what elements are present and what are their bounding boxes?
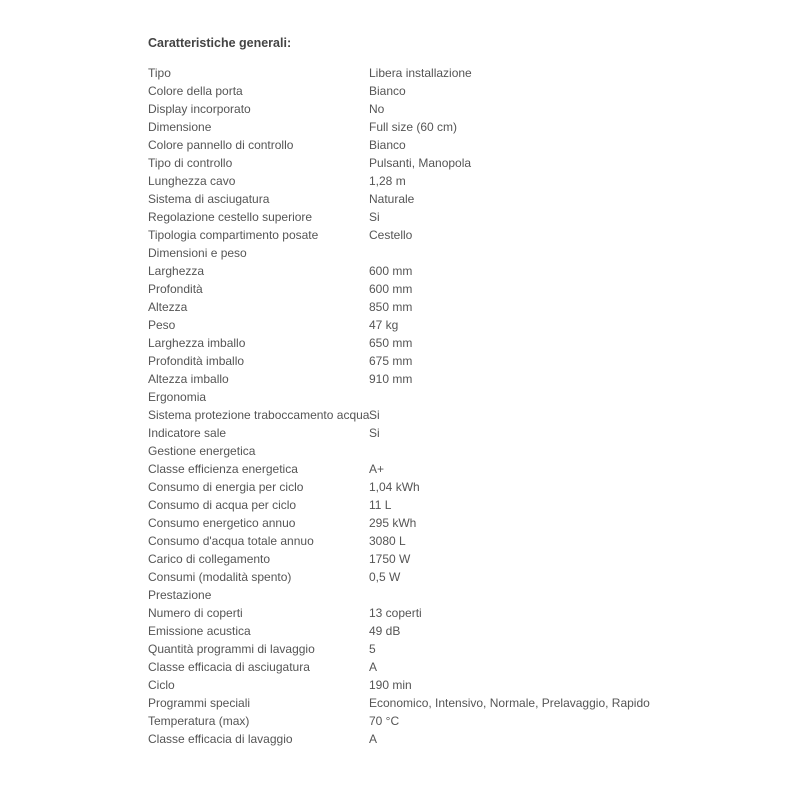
spec-value: 49 dB — [369, 624, 401, 638]
spec-label: Consumo d'acqua totale annuo — [148, 534, 314, 548]
spec-label: Consumo di acqua per ciclo — [148, 498, 297, 512]
spec-label: Numero di coperti — [148, 606, 243, 620]
spec-label: Altezza imballo — [148, 372, 229, 386]
spec-label: Ciclo — [148, 678, 175, 692]
spec-label: Classe efficacia di lavaggio — [148, 732, 293, 746]
spec-label: Sistema di asciugatura — [148, 192, 270, 206]
spec-value: 1750 W — [369, 552, 411, 566]
spec-label: Tipologia compartimento posate — [148, 228, 319, 242]
spec-label: Colore pannello di controllo — [148, 138, 294, 152]
spec-row — [148, 82, 768, 100]
spec-value: 910 mm — [369, 372, 413, 386]
spec-value: 0,5 W — [369, 570, 401, 584]
spec-label: Classe efficienza energetica — [148, 462, 298, 476]
spec-label: Sistema protezione traboccamento acqua — [148, 408, 370, 422]
spec-group-heading — [148, 244, 768, 262]
spec-row — [148, 550, 768, 568]
spec-value: 600 mm — [369, 282, 413, 296]
spec-label: Consumi (modalità spento) — [148, 570, 292, 584]
spec-value: 13 coperti — [369, 606, 422, 620]
spec-value: Full size (60 cm) — [369, 120, 458, 134]
spec-value: No — [369, 102, 385, 116]
spec-value: Si — [369, 426, 380, 440]
spec-label: Indicatore sale — [148, 426, 227, 440]
spec-value: 1,04 kWh — [369, 480, 420, 494]
spec-value: Pulsanti, Manopola — [369, 156, 472, 170]
spec-row — [148, 496, 768, 514]
spec-row — [148, 118, 768, 136]
spec-row — [148, 460, 768, 478]
spec-row — [148, 424, 768, 442]
spec-label: Emissione acustica — [148, 624, 251, 638]
spec-row — [148, 406, 768, 424]
spec-row — [148, 226, 768, 244]
spec-row — [148, 100, 768, 118]
spec-label: Peso — [148, 318, 176, 332]
spec-label: Profondità imballo — [148, 354, 245, 368]
spec-label: Ergonomia — [148, 390, 207, 404]
spec-value: 1,28 m — [369, 174, 406, 188]
spec-value: Cestello — [369, 228, 413, 242]
spec-group-heading — [148, 442, 768, 460]
spec-label: Tipo di controllo — [148, 156, 233, 170]
spec-row — [148, 622, 768, 640]
spec-value: Naturale — [369, 192, 415, 206]
spec-label: Programmi speciali — [148, 696, 251, 710]
spec-row — [148, 640, 768, 658]
spec-row — [148, 136, 768, 154]
spec-value: Economico, Intensivo, Normale, Prelavaggio, Rapido — [369, 696, 650, 710]
spec-row — [148, 532, 768, 550]
spec-row — [148, 154, 768, 172]
spec-value: 70 °C — [369, 714, 400, 728]
spec-label: Larghezza imballo — [148, 336, 246, 350]
spec-label: Dimensione — [148, 120, 212, 134]
spec-label: Dimensioni e peso — [148, 246, 247, 260]
spec-row — [148, 658, 768, 676]
spec-label: Quantità programmi di lavaggio — [148, 642, 315, 656]
spec-value: Bianco — [369, 138, 406, 152]
spec-row — [148, 298, 768, 316]
spec-value: Libera installazione — [369, 66, 472, 80]
spec-row — [148, 190, 768, 208]
spec-row — [148, 316, 768, 334]
spec-label: Consumo energetico annuo — [148, 516, 296, 530]
spec-label: Temperatura (max) — [148, 714, 250, 728]
spec-label: Profondità — [148, 282, 203, 296]
spec-value: 295 kWh — [369, 516, 417, 530]
spec-value: 3080 L — [369, 534, 406, 548]
spec-row — [148, 568, 768, 586]
spec-row — [148, 604, 768, 622]
spec-label: Larghezza — [148, 264, 205, 278]
spec-row — [148, 694, 768, 712]
spec-label: Altezza — [148, 300, 188, 314]
spec-row — [148, 262, 768, 280]
spec-value: A+ — [369, 462, 385, 476]
spec-row — [148, 208, 768, 226]
spec-value: A — [369, 732, 378, 746]
spec-value: Si — [369, 210, 380, 224]
spec-row — [148, 352, 768, 370]
spec-value: 650 mm — [369, 336, 413, 350]
spec-value: Si — [369, 408, 380, 422]
spec-value: 190 min — [369, 678, 412, 692]
spec-row — [148, 712, 768, 730]
spec-label: Display incorporato — [148, 102, 251, 116]
spec-row — [148, 730, 768, 748]
spec-value: A — [369, 660, 378, 674]
spec-row — [148, 676, 768, 694]
spec-row — [148, 334, 768, 352]
spec-label: Regolazione cestello superiore — [148, 210, 313, 224]
spec-group-heading — [148, 586, 768, 604]
spec-value: 47 kg — [369, 318, 399, 332]
spec-value: 675 mm — [369, 354, 413, 368]
spec-label: Carico di collegamento — [148, 552, 271, 566]
spec-label: Tipo — [148, 66, 171, 80]
spec-group-heading — [148, 388, 768, 406]
spec-row — [148, 280, 768, 298]
spec-row — [148, 514, 768, 532]
spec-label: Consumo di energia per ciclo — [148, 480, 304, 494]
spec-label: Classe efficacia di asciugatura — [148, 660, 310, 674]
spec-value: 5 — [369, 642, 376, 656]
spec-value: 11 L — [369, 498, 392, 512]
spec-value: 600 mm — [369, 264, 413, 278]
spec-sheet — [148, 33, 768, 748]
spec-label: Gestione energetica — [148, 444, 256, 458]
spec-label: Prestazione — [148, 588, 212, 602]
section-heading: Caratteristiche generali: — [148, 36, 292, 50]
spec-table — [148, 64, 768, 748]
spec-value: 850 mm — [369, 300, 413, 314]
spec-row — [148, 64, 768, 82]
spec-row — [148, 478, 768, 496]
spec-label: Colore della porta — [148, 84, 243, 98]
spec-row — [148, 172, 768, 190]
spec-row — [148, 370, 768, 388]
spec-label: Lunghezza cavo — [148, 174, 236, 188]
spec-value: Bianco — [369, 84, 406, 98]
